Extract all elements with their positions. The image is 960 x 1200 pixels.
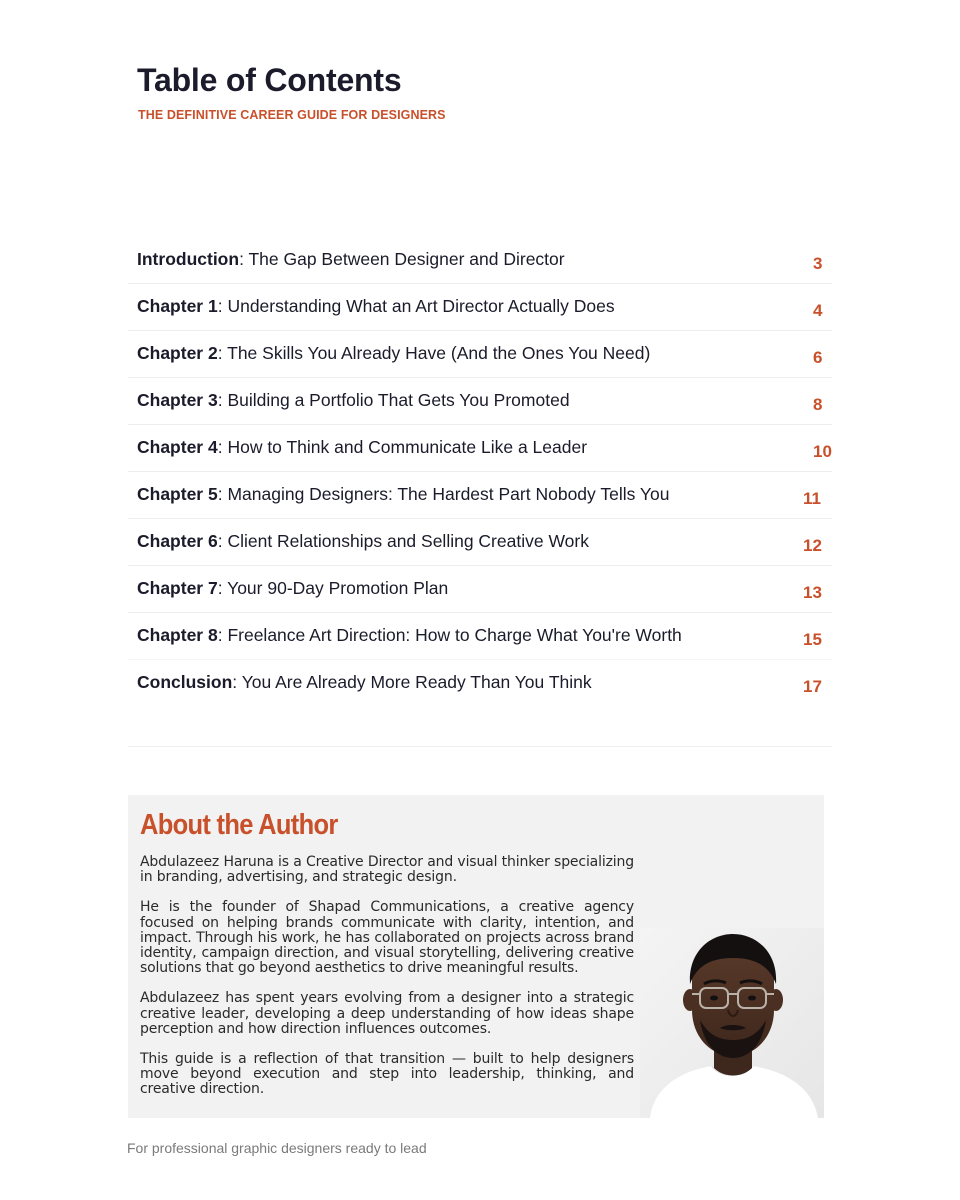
toc-page-number: 13 <box>803 583 822 602</box>
toc-entry-chapter-1[interactable] <box>128 284 832 331</box>
author-bio-paragraph: Abdulazeez Haruna is a Creative Director and visual thinker specializing in branding, advertising, and strategic design. <box>140 854 634 886</box>
toc-entry-conclusion[interactable] <box>128 660 832 707</box>
footer-tagline: For professional graphic designers ready to lead <box>127 1140 427 1156</box>
toc-entry-text <box>137 296 615 317</box>
toc-entry-label: Introduction <box>137 249 240 269</box>
toc-entry-chapter-7[interactable] <box>128 566 832 613</box>
toc-entry-title: : Your 90-Day Promotion Plan <box>217 578 449 598</box>
toc-entry-chapter-2[interactable] <box>128 331 832 378</box>
toc-entry-title: : The Skills You Already Have (And the Ones You Need) <box>217 343 651 363</box>
about-author-card <box>128 795 824 1118</box>
toc-entry-title: : The Gap Between Designer and Director <box>239 249 565 269</box>
author-heading: About the Author <box>140 809 338 841</box>
toc-entry-chapter-3[interactable] <box>128 378 832 425</box>
toc-page-number: 6 <box>813 348 823 367</box>
toc-entry-label: Chapter 7 <box>137 578 218 598</box>
toc-page-number: 4 <box>813 301 823 320</box>
page-subtitle: THE DEFINITIVE CAREER GUIDE FOR DESIGNERS <box>138 108 446 122</box>
toc-entry-chapter-5[interactable] <box>128 472 832 519</box>
toc-entry-text <box>137 249 565 270</box>
toc-entry-label: Chapter 3 <box>137 390 218 410</box>
toc-entry-text <box>137 484 669 505</box>
toc-entry-text <box>137 531 589 552</box>
toc-entry-text <box>137 437 587 458</box>
toc-entry-label: Chapter 2 <box>137 343 218 363</box>
page-title: Table of Contents <box>137 62 402 98</box>
toc-entry-introduction[interactable] <box>128 237 832 284</box>
toc-page-number: 11 <box>803 489 821 508</box>
toc-page-number: 3 <box>813 254 823 273</box>
toc-page-number: 8 <box>813 395 823 414</box>
toc-entry-text <box>137 625 682 646</box>
toc-entry-text <box>137 672 592 693</box>
toc-entry-text <box>137 343 650 364</box>
toc-entry-title: : Client Relationships and Selling Creative Work <box>217 531 589 551</box>
toc-entry-title: : Freelance Art Direction: How to Charge What You're Worth <box>217 625 682 645</box>
toc-entry-text <box>137 578 448 599</box>
author-portrait-image <box>640 928 824 1118</box>
section-divider <box>128 746 832 747</box>
toc-entry-label: Chapter 8 <box>137 625 218 645</box>
toc-entry-text <box>137 390 570 411</box>
author-bio <box>140 855 634 1113</box>
toc-entry-label: Chapter 4 <box>137 437 218 457</box>
toc-entry-label: Chapter 5 <box>137 484 218 504</box>
toc-entry-chapter-4[interactable] <box>128 425 832 472</box>
toc-entry-title: : Building a Portfolio That Gets You Promoted <box>217 390 570 410</box>
author-bio-paragraph: This guide is a reflection of that transition — built to help designers move beyond execution and step into leadership, thinking, and creative direction. <box>140 1051 634 1098</box>
toc-entry-title: : How to Think and Communicate Like a Leader <box>217 437 588 457</box>
table-of-contents <box>128 237 832 707</box>
toc-entry-label: Chapter 6 <box>137 531 218 551</box>
toc-entry-chapter-8[interactable] <box>128 613 832 660</box>
author-bio-paragraph: He is the founder of Shapad Communications, a creative agency focused on helping brands communicate with clarity, intention, and impact. Through his work, he has collaborated on projects across brand identity, campaign direction, and visual storytelling, delivering creative solutions that go beyond aesthetics to drive meaningful results. <box>140 899 634 977</box>
author-bio-paragraph: Abdulazeez has spent years evolving from a designer into a strategic creative leader, developing a deep understanding of how ideas shape perception and how direction influences outcomes. <box>140 990 634 1037</box>
toc-entry-label: Conclusion <box>137 672 233 692</box>
toc-entry-chapter-6[interactable] <box>128 519 832 566</box>
toc-entry-label: Chapter 1 <box>137 296 218 316</box>
toc-entry-title: : Understanding What an Art Director Actually Does <box>217 296 615 316</box>
toc-entry-title: : Managing Designers: The Hardest Part Nobody Tells You <box>217 484 670 504</box>
toc-page-number: 12 <box>803 536 822 555</box>
toc-page-number: 17 <box>803 677 822 696</box>
toc-entry-title: : You Are Already More Ready Than You Think <box>232 672 592 692</box>
toc-page-number: 10 <box>813 442 832 461</box>
toc-page-number: 15 <box>803 630 822 649</box>
